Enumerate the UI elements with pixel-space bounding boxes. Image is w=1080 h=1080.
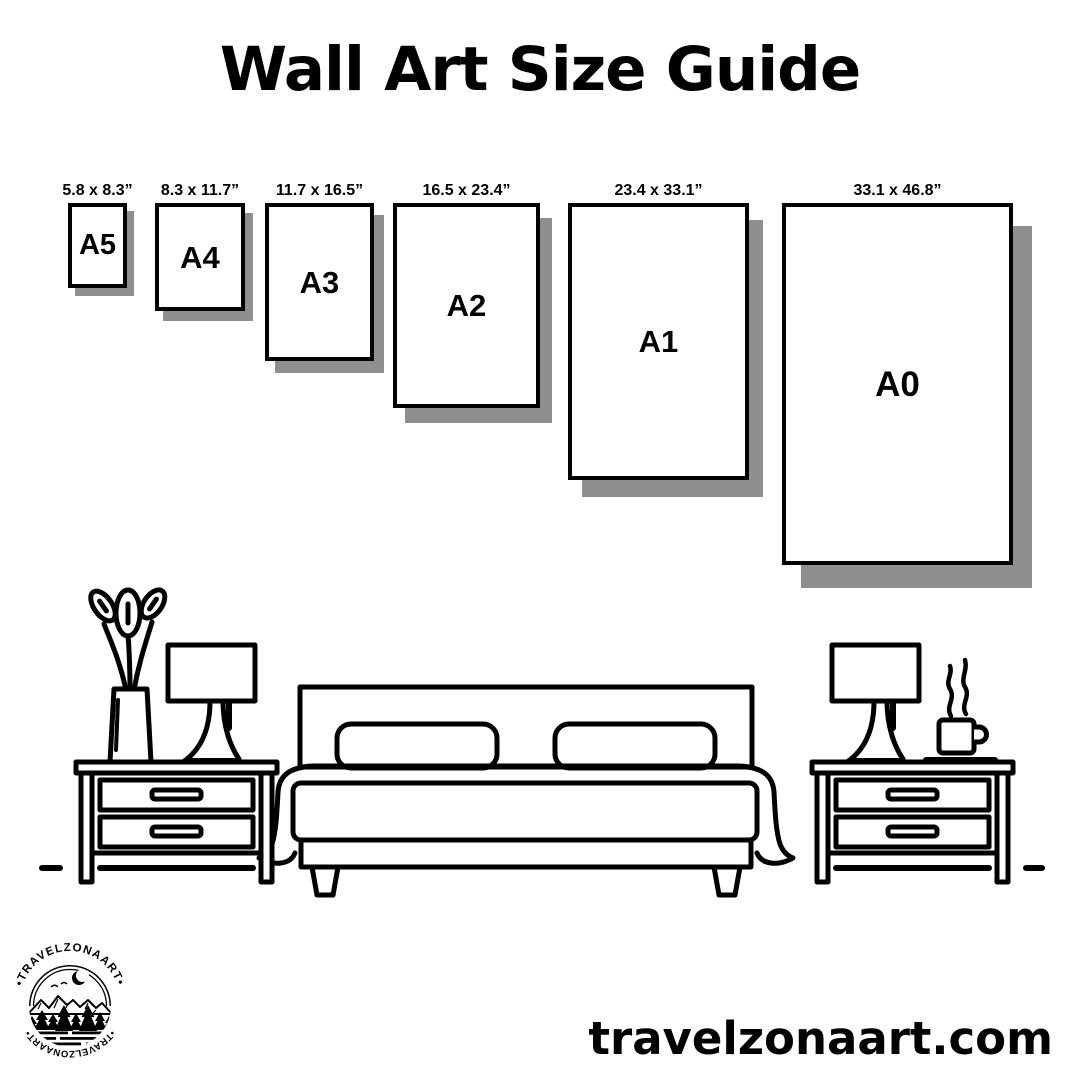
size-frame-a1 xyxy=(568,182,749,480)
size-name-a3: A3 xyxy=(299,264,340,300)
moon-icon xyxy=(72,969,89,985)
birds-icon xyxy=(51,983,67,988)
size-name-a2: A2 xyxy=(446,288,487,323)
logo-ring-text-top: •TRAVELZONAART• xyxy=(13,941,127,988)
size-frame-a0 xyxy=(782,182,1013,565)
coffee-cup-icon xyxy=(926,660,995,760)
nightstand-right xyxy=(812,762,1013,882)
bedroom-illustration xyxy=(30,585,1050,905)
size-frame-a4 xyxy=(155,182,245,311)
bed-icon xyxy=(259,687,793,895)
size-name-a0: A0 xyxy=(875,364,920,404)
dimensions-label-a3: 11.7 x 16.5” xyxy=(275,182,364,199)
dimensions-label-a5: 5.8 x 8.3” xyxy=(62,182,133,199)
size-frame-a5 xyxy=(62,182,133,288)
size-frame-a3 xyxy=(265,182,374,361)
mountains-icon xyxy=(28,996,112,1014)
brand-logo xyxy=(0,926,140,1078)
dimensions-label-a4: 8.3 x 11.7” xyxy=(160,182,240,199)
dimensions-label-a0: 33.1 x 46.8” xyxy=(853,182,942,199)
plant-vase-icon xyxy=(86,586,170,762)
nightstand-left xyxy=(76,762,277,882)
size-name-a5: A5 xyxy=(78,229,117,261)
page-title: Wall Art Size Guide xyxy=(219,34,861,105)
logo-ring-text-bottom: •TRAVELZONAART• xyxy=(22,1028,118,1060)
dimensions-label-a2: 16.5 x 23.4” xyxy=(422,182,511,199)
size-frame-a2 xyxy=(393,182,540,408)
size-name-a1: A1 xyxy=(638,324,679,359)
dimensions-label-a1: 23.4 x 33.1” xyxy=(614,182,703,199)
footer-website: travelzonaart.com xyxy=(588,1012,1053,1065)
size-name-a4: A4 xyxy=(180,239,220,275)
lamp-right xyxy=(832,645,919,761)
lamp-left xyxy=(168,645,255,761)
